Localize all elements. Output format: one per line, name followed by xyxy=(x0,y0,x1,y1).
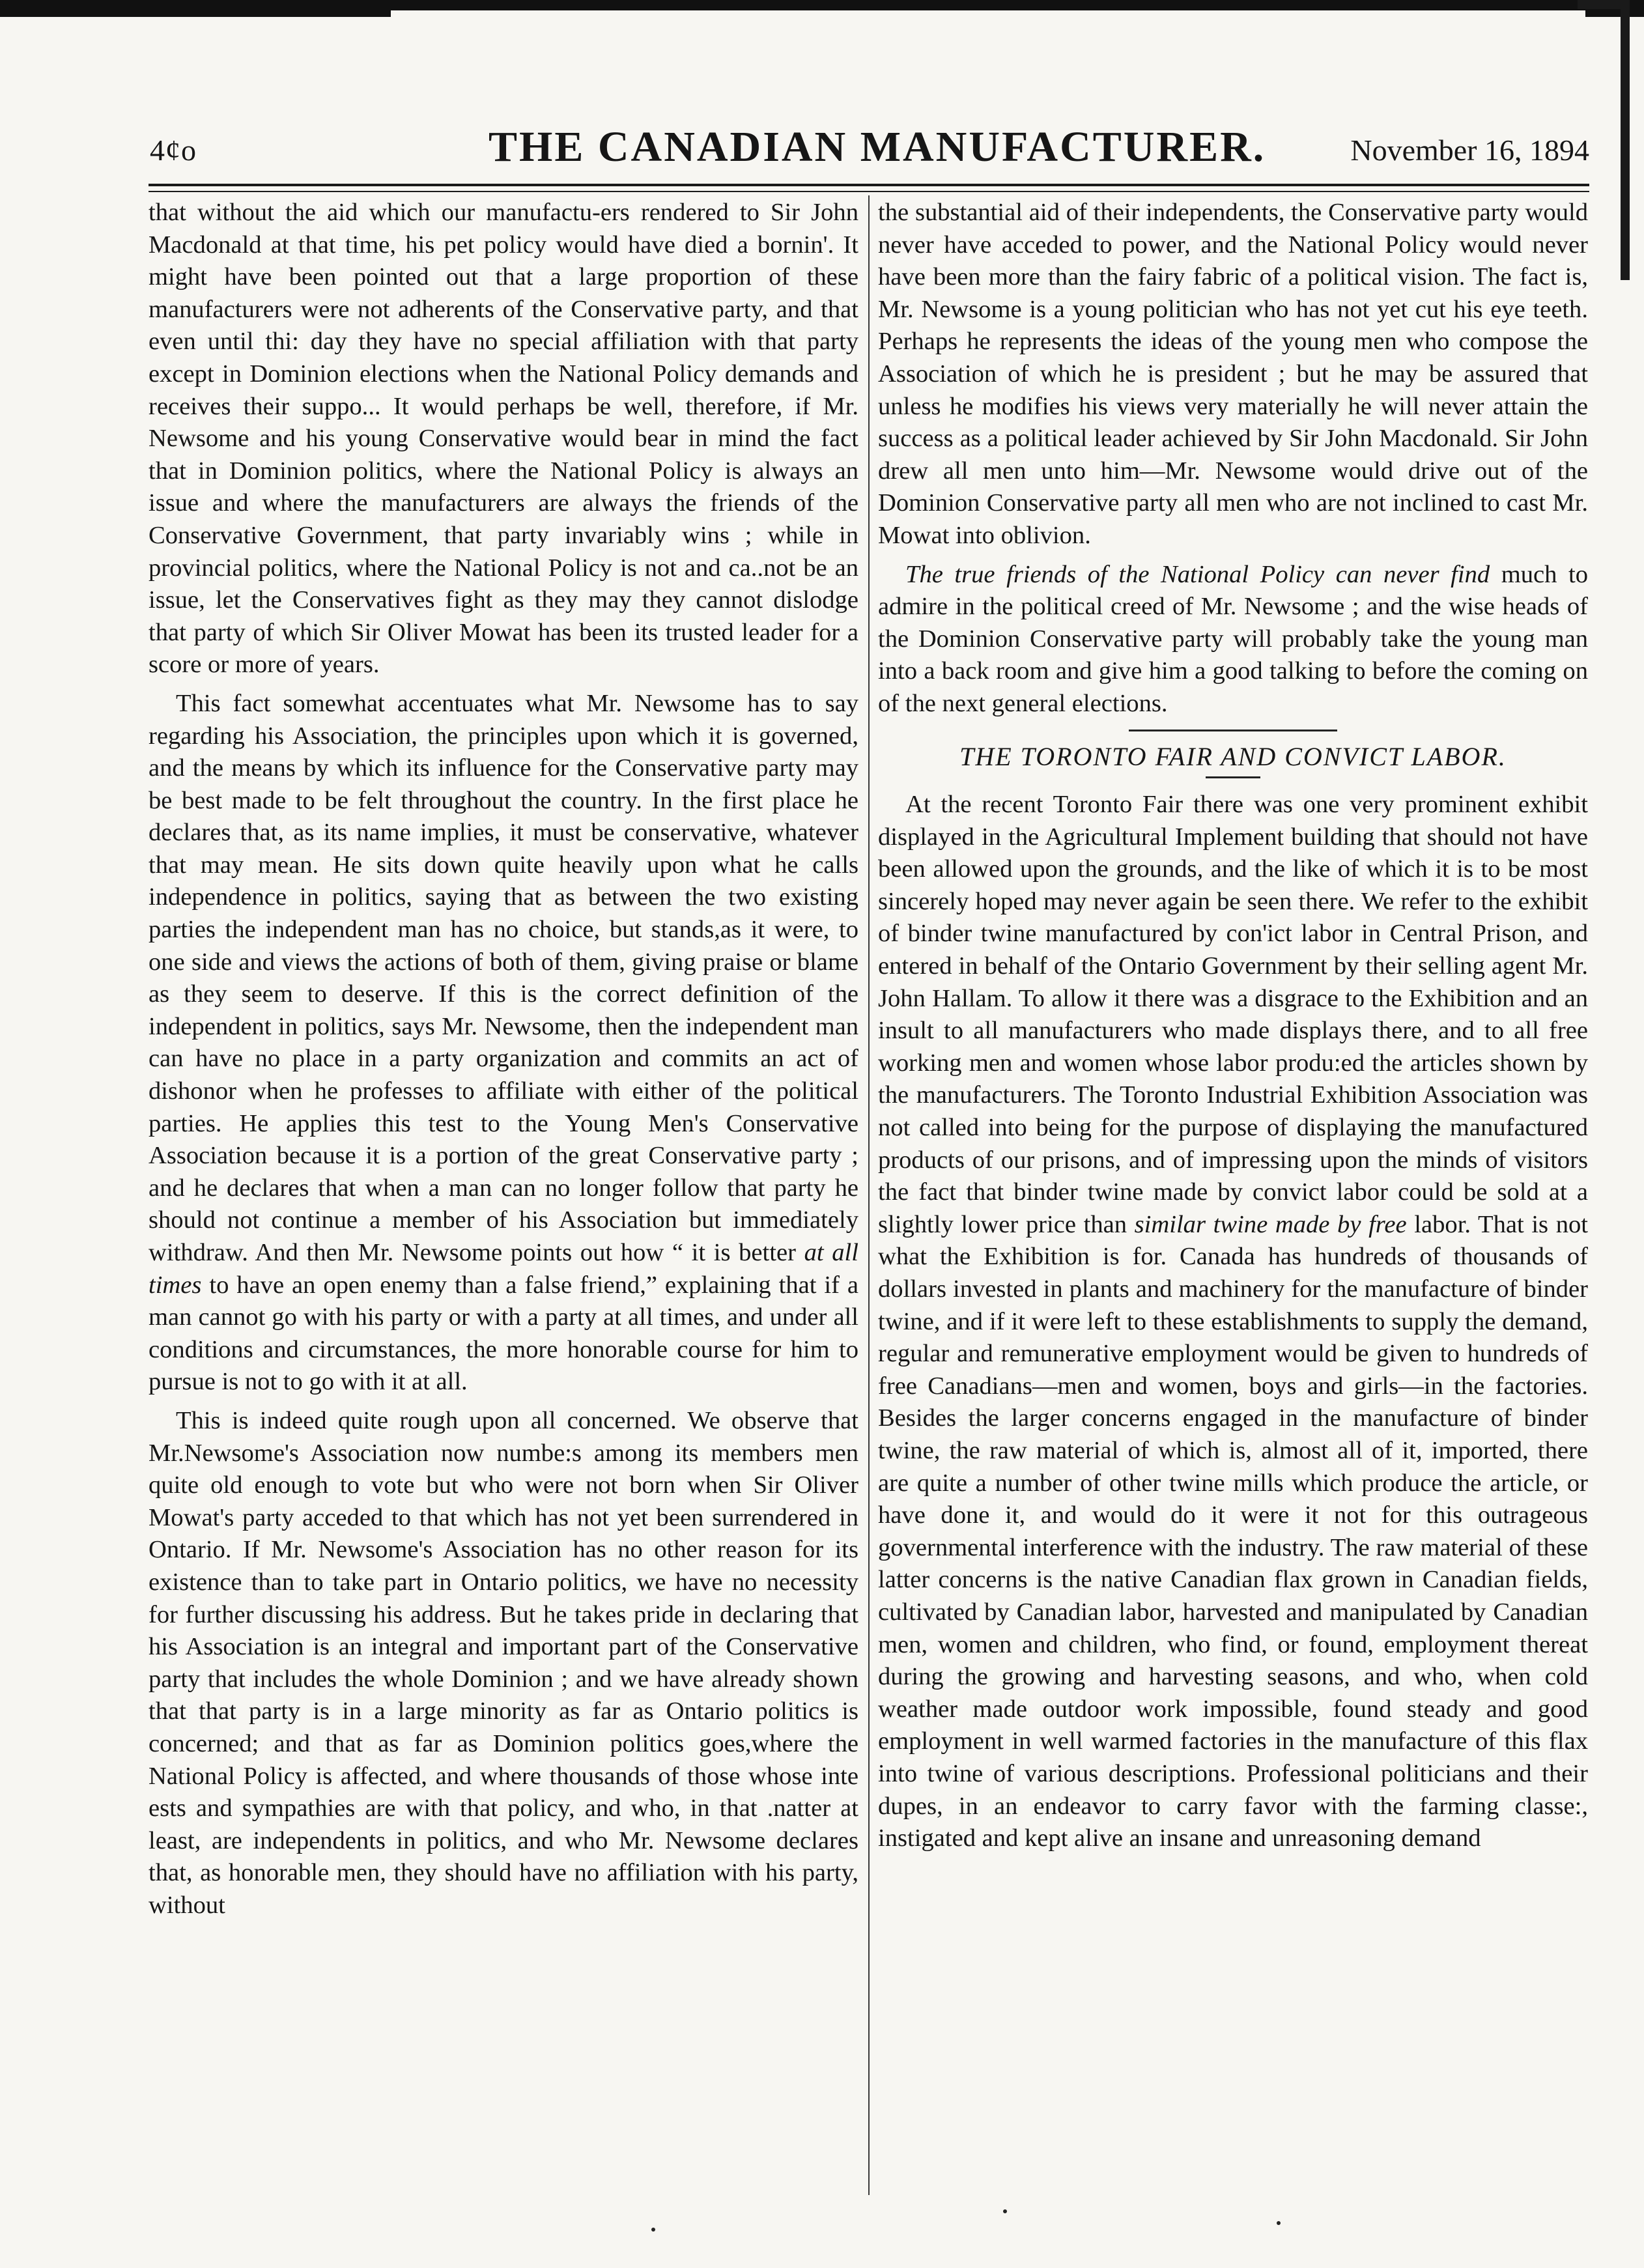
paragraph-text: labor. That is not what the Exhibition is for. Canada has hundreds of thousands of dollars invested in plants and machinery for the manufacture of binder twine, and if it were left to these establishments to supply the demand, regular and remunerative employment would be given to hundreds of free Canadians—men and women, boys and girls—in the factories. Besides the larger concerns engaged in the manufacture of binder twine, the raw material of which is, almost all of it, imported, there are quite a number of other twine mills which produce the article, or have done it, and would do it were it not for this outrageous governmental interference with the industry. The raw material of these latter concerns is the native Canadian flax grown in Canadian fields, cultivated by Canadian labor, harvested and manipulated by Canadian men, women and children, who find, or found, employment thereat during the growing and harvesting seasons, and who, when cold weather made outdoor work impossible, found steady and good employment in well warmed factories in the manufacture of this flax into twine of various descriptions. Professional politicians and their dupes, in an endeavor to carry favor with the farming classe:, instigated and kept alive an insane and unreasoning demand xyxy=(878,1210,1588,1852)
print-speck xyxy=(1277,2221,1281,2225)
masthead-title: THE CANADIAN MANUFACTURER. xyxy=(489,123,1266,171)
italic-phrase: at all times xyxy=(149,1239,858,1299)
paragraph xyxy=(149,688,858,1398)
paragraph-text: This fact somewhat accentuates what Mr. Newsome has to say regarding his Association, the principles upon which it is governed, and the means by which its influence for the Conservative party may be best made to be felt throughout the country. In the first place he declares that, as its name implies, it must be conservative, whatever that may mean. He sits down quite heavily upon what he calls independence in politics, saying that as between the two existing parties the independent man has no choice, but stands,as it were, to one side and views the actions of both of them, giving praise or blame as they seem to deserve. If this is the correct definition of the independent in politics, says Mr. Newsome, then the independent man can have no place in a party organization and commits an act of dishonor when he professes to affiliate with either of the political parties. He applies this test to the Young Men's Conservative Association because it is a portion of the great Conservative party ; and he declares that when a man can no longer follow that party he should not continue a member of his Association but immediately withdraw. And then Mr. Newsome points out how “ it is better xyxy=(149,689,858,1266)
paragraph: the substantial aid of their independents, the Conservative party would never have acceded to power, and the National Policy would never have been more than the fairy fabric of a political vision. The fact is, Mr. Newsome is a young politician who has not yet cut his eye teeth. Perhaps he represents the ideas of the young men who compose the Association of which he is president ; but he may be assured that unless he modifies his views very materially he will never attain the success as a political leader achieved by Sir John Macdonald. Sir John drew all men unto him—Mr. Newsome would drive out of the Dominion Conservative party all men who are not inclined to cast Mr. Mowat into oblivion. xyxy=(878,199,1588,549)
print-speck xyxy=(651,2228,655,2232)
top-border-rule xyxy=(0,0,1644,17)
paragraph xyxy=(878,559,1588,720)
paragraph xyxy=(878,789,1588,1855)
italic-phrase: The true friends of the National Policy can never find xyxy=(905,560,1490,588)
article-heading: THE TORONTO FAIR AND CONVICT LABOR. xyxy=(959,741,1507,771)
heading-rule xyxy=(1206,776,1260,778)
paragraph-text: At the recent Toronto Fair there was one very prominent exhibit displayed in the Agricultural Implement building that should not have been allowed upon the grounds, and the like of which it is to be most sincerely hoped may never again be seen there. We refer to the exhibit of binder twine manufactured by con'ict labor in Central Prison, and entered in behalf of the Ontario Government by their selling agent Mr. John Hallam. To allow it there was a disgrace to the Exhibition and an insult to all manufacturers who made displays there, and to all free working men and women whose labor produ:ed the articles shown by the manufacturers. The Toronto Industrial Exhibition Association was not called into being for the purpose of displaying the manufactured products of our prisons, and of impressing upon the minds of visitors the fact that binder twine made by convict labor could be sold at a slightly lower price than xyxy=(878,791,1588,1238)
paragraph: This is indeed quite rough upon all concerned. We observe that Mr.Newsome's Association now numbe:s among its members men quite old enough to vote but who were not born when Sir Oliver Mowat's party acceded to that which has not yet been surrendered in Ontario. If Mr. Newsome's Association has no other reason for its existence than to take part in Ontario politics, we have no necessity for further discussing his address. But he takes pride in declaring that his Association is an integral and important part of the Conservative party that includes the whole Dominion ; and we have already shown that that party is in a large minority as far as Ontario politics is concerned; and that as far as Dominion politics goes,where the National Policy is affected, and where thousands of those whose inte ests and sympathies are with that policy, and who, in that .natter at least, are independents in politics, and who Mr. Newsome declares that, as honorable men, they should have no affiliation with his party, without xyxy=(149,1406,858,1919)
section-rule xyxy=(1129,730,1337,731)
page-edge-mark xyxy=(1621,0,1630,280)
right-column xyxy=(878,197,1588,2189)
paragraph-text: to have an open enemy than a false friend,” explaining that if a man cannot go with his party or with a party at all times, and under all conditions and circumstances, the more honorable course for him to pursue is not to go with it at all. xyxy=(149,1271,858,1396)
header-double-rule xyxy=(149,184,1589,192)
paragraph: that without the aid which our manufactu-ers rendered to Sir John Macdonald at that time, his pet policy would have died a bornin'. It might have been pointed out that a large proportion of these manufacturers were not adherents of the Conservative party, and that even until thi: day they have no special affiliation with that party except in Dominion elections when the National Policy demands and receives their suppo... It would perhaps be well, therefore, if Mr. Newsome and his young Conservative would bear in mind the fact that in Dominion politics, where the National Policy is always an issue and where the manufacturers are always the friends of the Conservative Government, that party invariably wins ; while in provincial politics, where the National Policy is not and ca..not be an issue, let the Conservatives fight as they may they cannot dislodge that party of which Sir Oliver Mowat has been its trusted leader for a score or more of years. xyxy=(149,199,858,679)
issue-date: November 16, 1894 xyxy=(1350,134,1589,167)
left-column xyxy=(149,197,858,2189)
page-header xyxy=(150,122,1589,181)
page-number: 4¢o xyxy=(150,134,197,167)
print-speck xyxy=(1003,2209,1007,2213)
paragraph-text: much to admire in the political creed of Mr. Newsome ; and the wise heads of the Dominion Conservative party will probably take the young man into a back room and give him a good talking to before the coming on of the next general elections. xyxy=(878,560,1588,717)
italic-phrase: similar twine made by free xyxy=(1134,1210,1407,1238)
column-divider xyxy=(868,195,870,2195)
